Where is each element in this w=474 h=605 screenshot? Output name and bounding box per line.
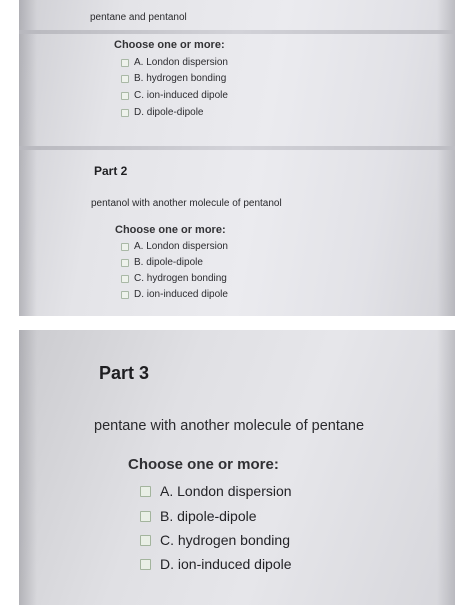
part2-option-b[interactable] bbox=[121, 257, 203, 268]
option-label: B. dipole-dipole bbox=[160, 508, 257, 524]
part2-option-d[interactable] bbox=[121, 289, 228, 300]
option-label: A. London dispersion bbox=[160, 483, 292, 499]
option-label: D. ion-induced dipole bbox=[134, 289, 228, 300]
option-label: C. hydrogen bonding bbox=[134, 273, 227, 284]
checkbox[interactable] bbox=[121, 275, 129, 283]
checkbox[interactable] bbox=[121, 291, 129, 299]
option-label: C. ion-induced dipole bbox=[134, 90, 228, 101]
part3-option-d[interactable] bbox=[140, 556, 292, 572]
photo-bottom-screen bbox=[19, 330, 455, 605]
part1-option-c[interactable] bbox=[121, 90, 228, 101]
part1-option-a[interactable] bbox=[121, 57, 228, 68]
option-label: D. ion-induced dipole bbox=[160, 556, 292, 572]
section-divider bbox=[19, 146, 455, 150]
part3-prompt: pentane with another molecule of pentane bbox=[94, 418, 365, 434]
part3-option-b[interactable] bbox=[140, 508, 257, 524]
option-label: C. hydrogen bonding bbox=[160, 532, 290, 548]
photo-shadow-left bbox=[19, 0, 37, 316]
part1-choose-label: Choose one or more: bbox=[114, 39, 225, 51]
photo-top-screen bbox=[19, 0, 455, 316]
part1-prompt: pentane and pentanol bbox=[90, 12, 187, 23]
checkbox[interactable] bbox=[121, 92, 129, 100]
part2-option-c[interactable] bbox=[121, 273, 227, 284]
part2-title: Part 2 bbox=[94, 164, 128, 178]
checkbox[interactable] bbox=[121, 259, 129, 267]
photo-shadow-right bbox=[437, 330, 455, 605]
part3-option-a[interactable] bbox=[140, 483, 292, 499]
part2-option-a[interactable] bbox=[121, 241, 228, 252]
checkbox[interactable] bbox=[121, 75, 129, 83]
part3-choose-label: Choose one or more: bbox=[128, 456, 279, 473]
option-label: A. London dispersion bbox=[134, 241, 228, 252]
part1-option-d[interactable] bbox=[121, 107, 204, 118]
photo-shadow-left bbox=[19, 330, 37, 605]
checkbox[interactable] bbox=[140, 535, 151, 546]
option-label: D. dipole-dipole bbox=[134, 107, 204, 118]
checkbox[interactable] bbox=[121, 59, 129, 67]
option-label: B. dipole-dipole bbox=[134, 257, 203, 268]
checkbox[interactable] bbox=[140, 486, 151, 497]
photo-shadow-right bbox=[437, 0, 455, 316]
part3-option-c[interactable] bbox=[140, 532, 290, 548]
checkbox[interactable] bbox=[140, 511, 151, 522]
checkbox[interactable] bbox=[140, 559, 151, 570]
checkbox[interactable] bbox=[121, 243, 129, 251]
option-label: A. London dispersion bbox=[134, 57, 228, 68]
part2-choose-label: Choose one or more: bbox=[115, 224, 226, 236]
part1-option-b[interactable] bbox=[121, 73, 226, 84]
checkbox[interactable] bbox=[121, 109, 129, 117]
part2-prompt: pentanol with another molecule of pentanol bbox=[91, 198, 282, 209]
question-divider bbox=[19, 30, 455, 34]
option-label: B. hydrogen bonding bbox=[134, 73, 227, 84]
part3-title: Part 3 bbox=[99, 363, 150, 383]
